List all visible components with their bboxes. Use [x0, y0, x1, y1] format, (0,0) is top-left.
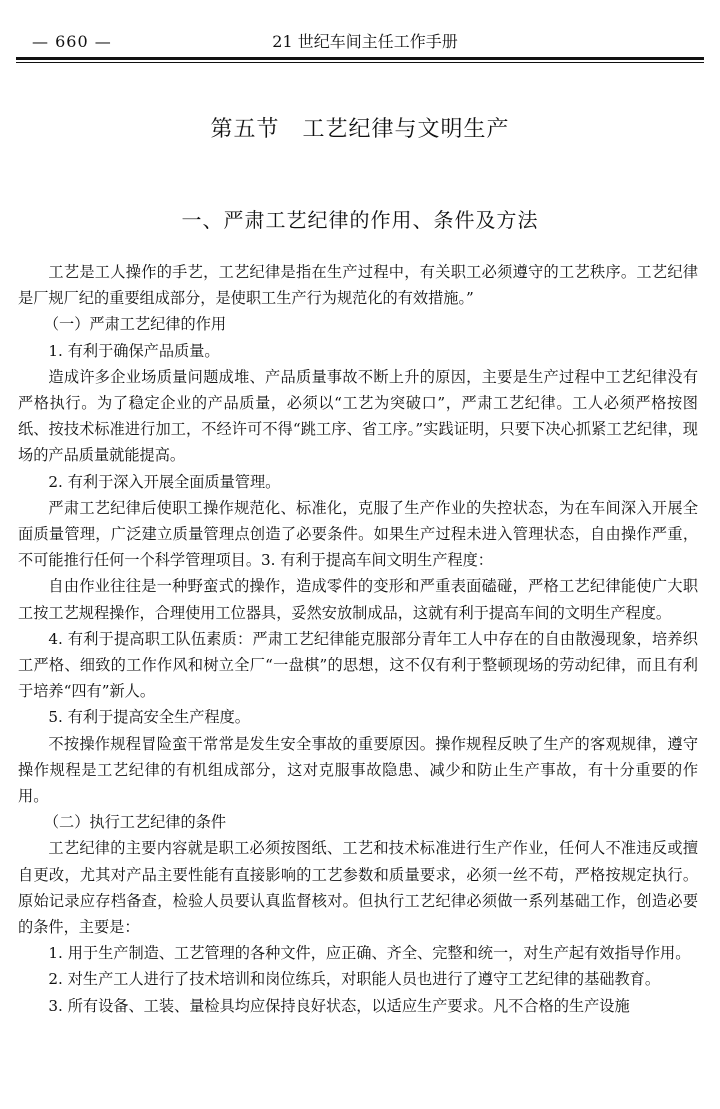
header-rule-thin	[16, 62, 704, 63]
section-title: 第五节 工艺纪律与文明生产	[210, 117, 510, 142]
header-rule-thick	[16, 57, 704, 60]
paragraph: 工艺是工人操作的手艺，工艺纪律是指在生产过程中，有关职工必须遵守的工艺秩序。工艺纪律是厂规厂纪的重要组成部分，是使职工生产行为规范化的有效措施。”	[18, 263, 698, 308]
list-item: 1. 用于生产制造、工艺管理的各种文件，应正确、齐全、完整和统一，对生产起有效指导作用。	[48, 944, 691, 963]
running-head	[18, 30, 702, 54]
paragraph: 不按操作规程冒险蛮干常常是发生安全事故的重要原因。操作规程反映了生产的客观规律，遵守操作规程是工艺纪律的有机组成部分，这对克服事故隐患、减少和防止生产事故，有十分重要的作用。	[18, 734, 698, 806]
subheading: （一）严肃工艺纪律的作用	[43, 315, 227, 334]
book-title: 21 世纪车间主任工作手册	[272, 32, 458, 51]
body-text	[18, 259, 698, 1019]
paragraph: 造成许多企业场质量问题成堆、产品质量事故不断上升的原因，主要是生产过程中工艺纪律没有严格执行。为了稳定企业的产品质量，必须以“工艺为突破口”，严肃工艺纪律。工人必须严格按图纸、按技术标准进行加工，不经许可不得“跳工序、省工序。”实践证明，只要下决心抓紧工艺纪律，现场的产品质量就能提高。	[18, 367, 698, 465]
list-item: 5. 有利于提高安全生产程度。	[48, 708, 250, 727]
list-item: 2. 有利于深入开展全面质量管理。	[48, 472, 281, 491]
list-item: 3. 所有设备、工装、量检具均应保持良好状态，以适应生产要求。凡不合格的生产设施	[48, 996, 630, 1015]
list-item: 2. 对生产工人进行了技术培训和岗位练兵，对职能人员也进行了遵守工艺纪律的基础教育。	[48, 970, 661, 989]
paragraph: 工艺纪律的主要内容就是职工必须按图纸、工艺和技术标准进行生产作业，任何人不准违反或擅自更改，尤其对产品主要性能有直接影响的工艺参数和质量要求，必须一丝不苟，严格按规定执行。原始记录应存档备查，检验人员要认真监督核对。但执行工艺纪律必须做一系列基础工作，创造必要的条件，主要是：	[18, 839, 698, 937]
paragraph: 自由作业往往是一种野蛮式的操作，造成零件的变形和严重表面磕碰，严格工艺纪律能使广大职工按工艺规程操作，合理使用工位器具，妥然安放制成品，这就有利于提高车间的文明生产程度。	[18, 577, 698, 622]
subheading: （二）执行工艺纪律的条件	[43, 813, 227, 832]
list-item: 4. 有利于提高职工队伍素质：严肃工艺纪律能克服部分青年工人中存在的自由散漫现象，培养织工严格、细致的工作作风和树立全厂“一盘棋”的思想，这不仅有利于整顿现场的劳动纪律，而且有利于培养“四有”新人。	[18, 629, 698, 701]
page-number: — 660 —	[32, 32, 112, 51]
paragraph: 严肃工艺纪律后使职工操作规范化、标准化，克服了生产作业的失控状态，为在车间深入开展全面质量管理，广泛建立质量管理点创造了必要条件。如果生产过程未进入管理状态，自由操作严重，不可能推行任何一个科学管理项目。3. 有利于提高车间文明生产程度：	[18, 498, 698, 570]
list-item: 1. 有利于确保产品质量。	[48, 341, 220, 360]
sub-title: 一、严肃工艺纪律的作用、条件及方法	[181, 208, 539, 232]
